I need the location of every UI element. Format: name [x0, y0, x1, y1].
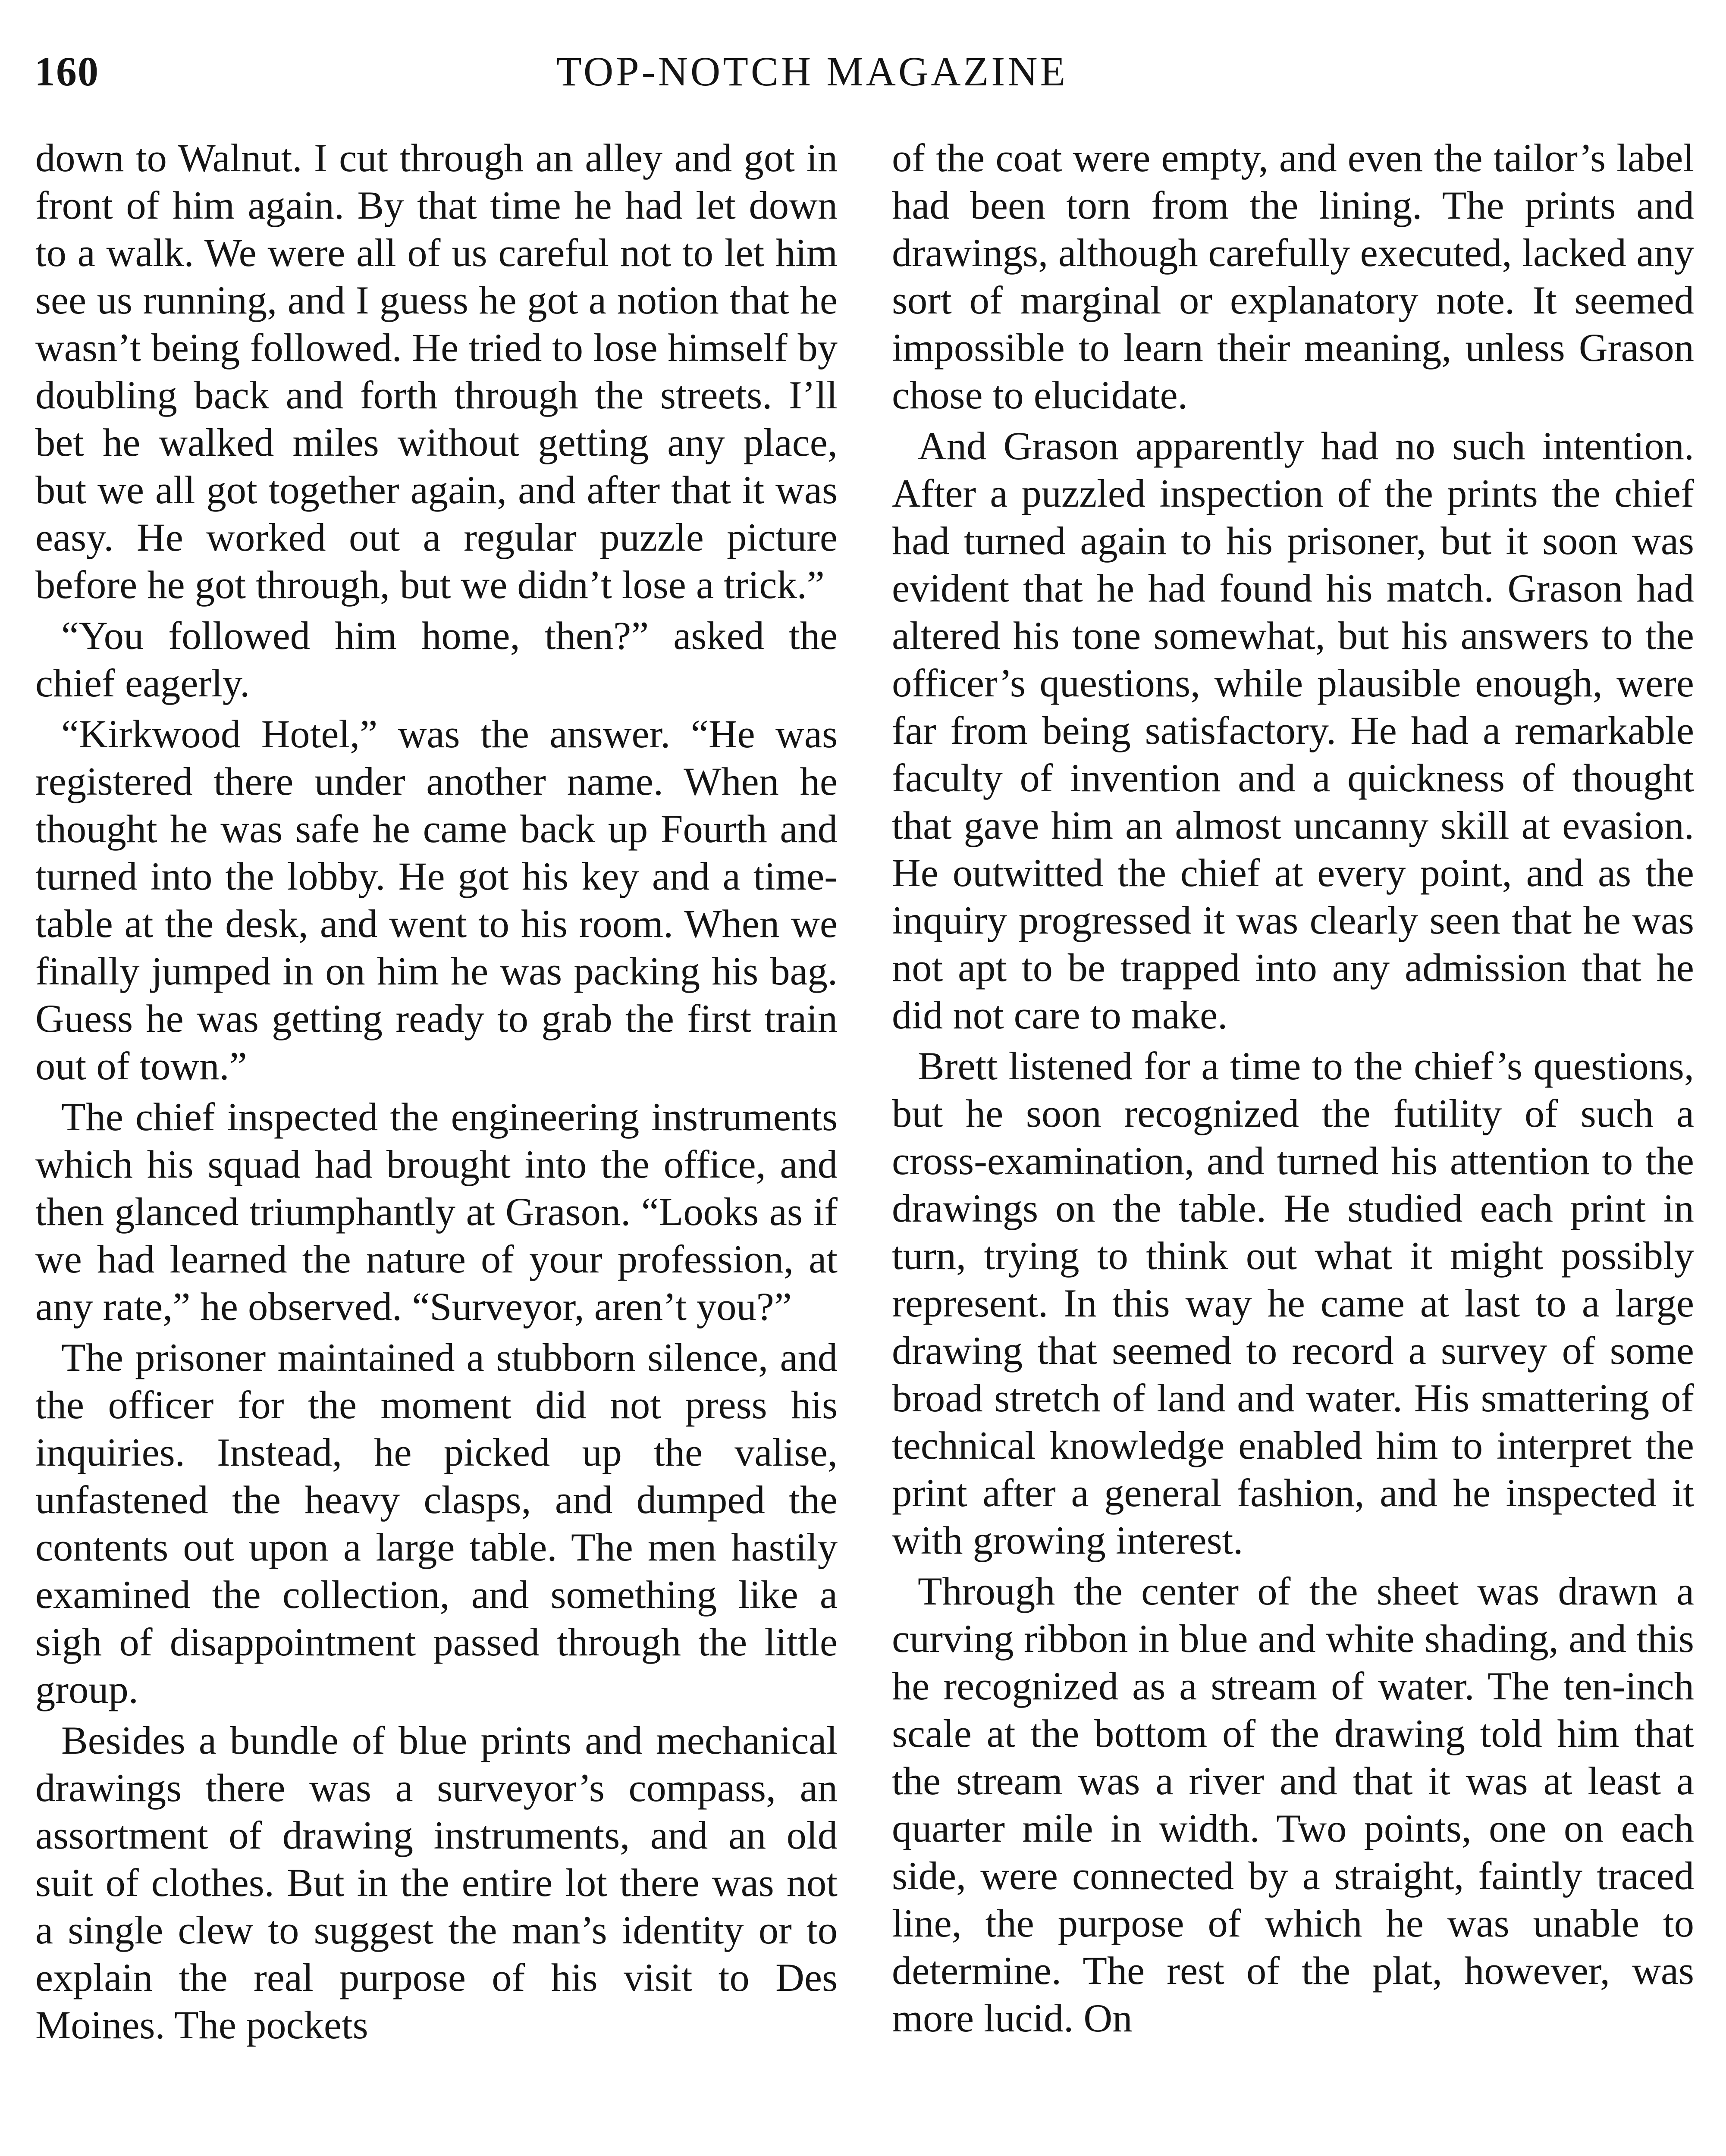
paragraph: Through the center of the sheet was drawn a curving ribbon in blue and white shading, and this he recognized as a stream of water. The ten-inch scale at the bottom of the drawing told him that the stream was a river and that it was at least a quarter mile in width. Two points, one on each side, were connected by a straight, faintly traced line, the purpose of which he was unable to determine. The rest of the plat, however, was more lucid. On: [892, 1570, 1694, 2040]
paragraph: Besides a bundle of blue prints and mechanical drawings there was a surveyor’s compass, an assortment of drawing instruments, and an old suit of clothes. But in the entire lot there was not a single clew to suggest the man’s identity or to explain the real purpose of his visit to Des Moines. The pockets: [35, 1719, 838, 2047]
paragraph: The prisoner maintained a stubborn silence, and the officer for the moment did not press his inquiries. Instead, he picked up the valise, unfastened the heavy clasps, and dumped the contents out upon a large table. The men hastily examined the collection, and something like a sigh of disappointment passed through the little group.: [35, 1336, 838, 1712]
left-column: [35, 135, 838, 2053]
page-number: 160: [35, 48, 99, 94]
running-head: TOP-NOTCH MAGAZINE: [556, 48, 1068, 94]
paragraph: And Grason apparently had no such intention. After a puzzled inspection of the prints the chief had turned again to his prisoner, but it soon was evident that he had found his match. Grason had altered his tone somewhat, but his answers to the officer’s questions, while plausible enough, were far from being satisfactory. He had a remarkable faculty of invention and a quickness of thought that gave him an almost uncanny skill at evasion. He outwitted the chief at every point, and as the inquiry progressed it was clearly seen that he was not apt to be trapped into any admission that he did not care to make.: [892, 424, 1694, 1037]
paragraph: Brett listened for a time to the chief’s questions, but he soon recognized the futility of such a cross-examination, and turned his attention to the drawings on the table. He studied each print in turn, trying to think out what it might possibly represent. In this way he came at last to a large drawing that seemed to record a survey of some broad stretch of land and water. His smattering of technical knowledge enabled him to interpret the print after a general fashion, and he inspected it with growing interest.: [892, 1044, 1694, 1563]
paragraph: “Kirkwood Hotel,” was the answer. “He was registered there under another name. When he thought he was safe he came back up Fourth and turned into the lobby. He got his key and a time-table at the desk, and went to his room. When we finally jumped in on him he was packing his bag. Guess he was getting ready to grab the first train out of town.”: [35, 712, 838, 1088]
right-column: [892, 135, 1694, 2046]
paragraph: of the coat were empty, and even the tailor’s label had been torn from the lining. The prints and drawings, although carefully executed, lacked any sort of marginal or explanatory note. It seemed impossible to learn their meaning, unless Grason chose to elucidate.: [892, 136, 1694, 417]
paragraph: The chief inspected the engineering instruments which his squad had brought into the office, and then glanced triumphantly at Grason. “Looks as if we had learned the nature of your profession, at any rate,” he observed. “Surveyor, aren’t you?”: [35, 1095, 838, 1329]
paragraph: “You followed him home, then?” asked the chief eagerly.: [35, 614, 838, 705]
paragraph: down to Walnut. I cut through an alley and got in front of him again. By that time he had let down to a walk. We were all of us careful not to let him see us running, and I guess he got a notion that he wasn’t being followed. He tried to lose himself by doubling back and forth through the streets. I’ll bet he walked miles without getting any place, but we all got together again, and after that it was easy. He worked out a regular puzzle picture before he got through, but we didn’t lose a trick.”: [35, 136, 838, 607]
